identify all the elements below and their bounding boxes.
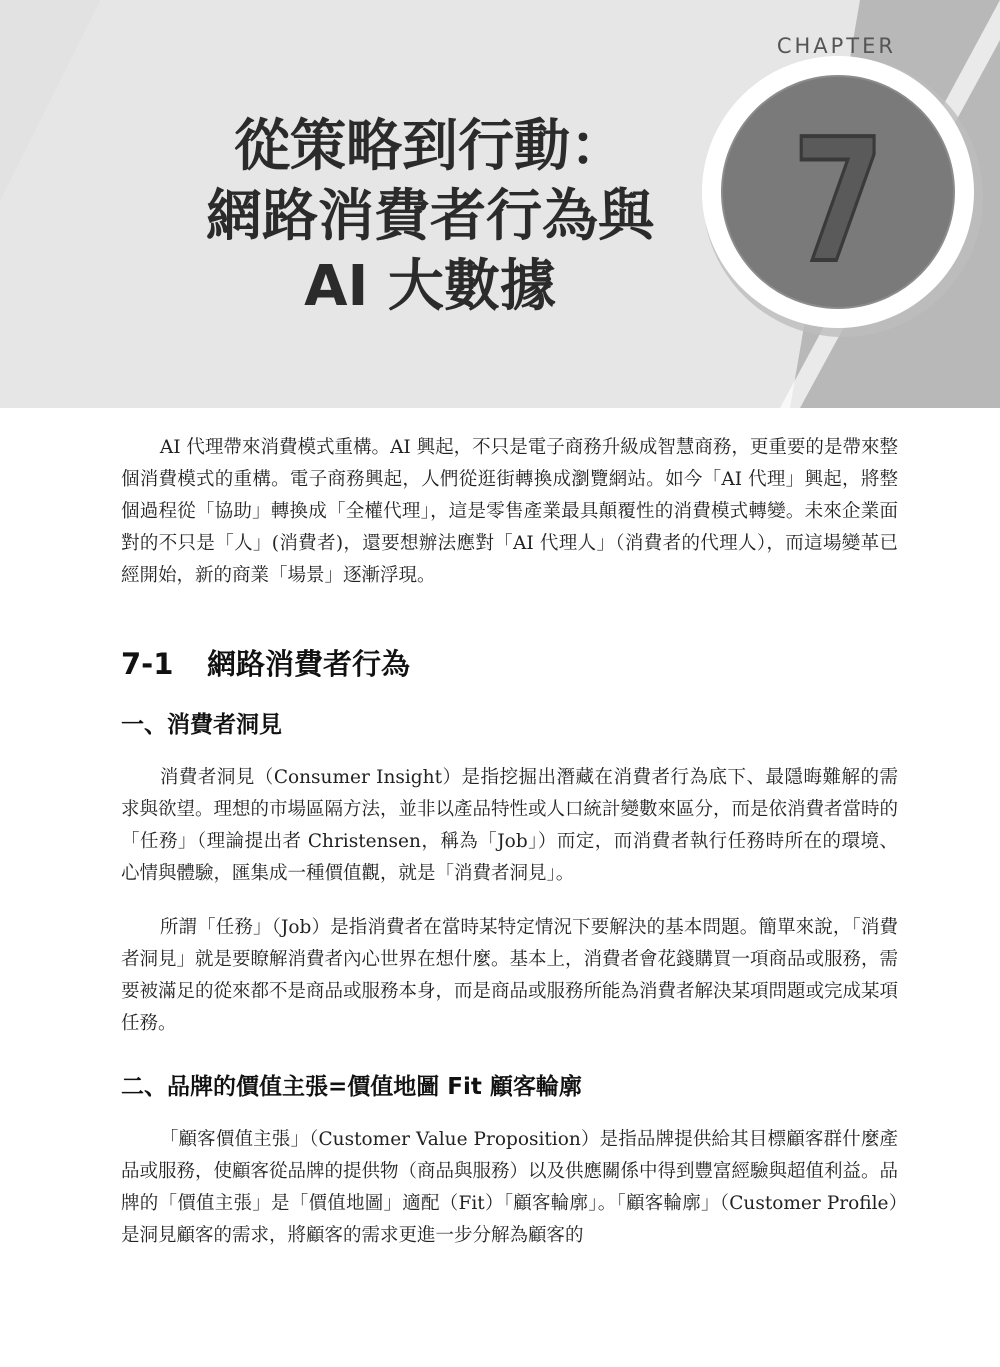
subsection-heading-value-proposition: 二、品牌的價值主張=價值地圖 Fit 顧客輪廓 [121, 1074, 582, 1100]
value-proposition-paragraph: 「顧客價值主張」（Customer Value Proposition）是指品牌提供給其目標顧客群什麼產品或服務，使顧客從品牌的提供物（商品與服務）以及供應關係中得到豐富經驗與超值利益。品牌的「價值主張」是「價值地圖」適配（Fit）「顧客輪廓」。「顧客輪廓」（Customer Profile）是洞見顧客的需求，將顧客的需求更進一步分解為顧客的 [121, 1129, 899, 1246]
chapter-title-line-1: 從策略到行動： [234, 114, 626, 179]
section-heading [121, 642, 410, 683]
chapter-number: 7 [792, 103, 885, 301]
intro-paragraph: AI 代理帶來消費模式重構。AI 興起，不只是電子商務升級成智慧商務，更重要的是帶來整個消費模式的重構。電子商務興起，人們從逛街轉換成瀏覽網站。如今「AI 代理」興起，將整個過程從「協助」轉換成「全權代理」，這是零售產業最具顛覆性的消費模式轉變。未來企業面對的不只是「人」(消費者)，還要想辦法應對「AI 代理人」（消費者的代理人），而這場變革已經開始，新的商業「場景」逐漸浮現。 [121, 437, 898, 586]
chapter-title-line-3: AI 大數據 [304, 254, 556, 319]
consumer-insight-paragraph-1: 消費者洞見（Consumer Insight）是指挖掘出潛藏在消費者行為底下、最隱晦難解的需求與欲望。理想的市場區隔方法，並非以產品特性或人口統計變數來區分，而是依消費者當時的「任務」（理論提出者 Christensen，稱為「Job」）而定，而消費者執行任務時所在的環境、心情與體驗，匯集成一種價值觀，就是「消費者洞見」。 [121, 767, 899, 884]
consumer-insight-paragraph-2: 所謂「任務」（Job）是指消費者在當時某特定情況下要解決的基本問題。簡單來說，「消費者洞見」就是要瞭解消費者內心世界在想什麼。基本上，消費者會花錢購買一項商品或服務，需要被滿足的從來都不是商品或服務本身，而是商品或服務所能為消費者解決某項問題或完成某項任務。 [121, 917, 899, 1034]
chapter-header-band [0, 0, 1000, 408]
section-title: 網路消費者行為 [207, 647, 411, 681]
chapter-title [150, 112, 710, 322]
section-number: 7-1 [121, 647, 174, 681]
chapter-title-line-2: 網路消費者行為與 [206, 184, 654, 249]
subsection-heading-consumer-insight: 一、消費者洞見 [121, 712, 282, 738]
chapter-label: CHAPTER [776, 34, 896, 58]
